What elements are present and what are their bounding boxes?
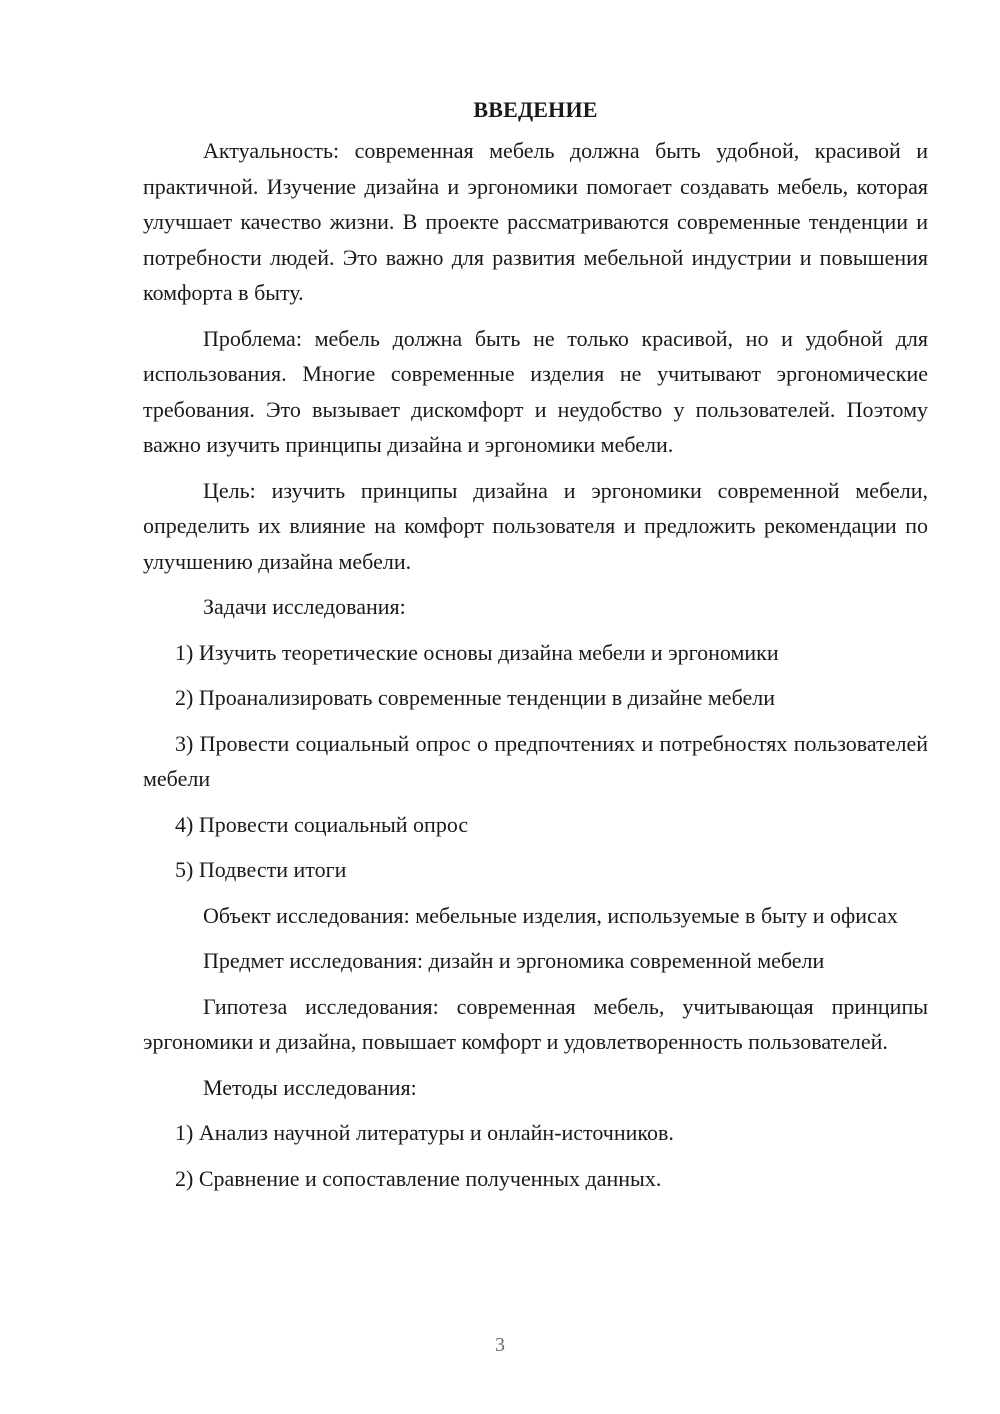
list-item-task: 2) Проанализировать современные тенденции в дизайне мебели: [175, 685, 775, 710]
document-page: [143, 92, 928, 1206]
page-number: 3: [495, 1334, 505, 1356]
methods-heading: Методы исследования:: [203, 1074, 417, 1100]
section-title: ВВЕДЕНИЕ: [473, 97, 598, 122]
paragraph-relevance: Актуальность: современная мебель должна быть удобной, красивой и практичной. Изучение дизайна и эргономики помогает создавать мебель, которая улучшает качество жизни. В проекте рассматриваются современные тенденции и потребности людей. Это важно для развития мебельной индустрии и повышения комфорта в быту.: [143, 138, 928, 305]
list-item-task: 1) Изучить теоретические основы дизайна мебели и эргономики: [175, 639, 779, 665]
tasks-heading: Задачи исследования:: [203, 594, 406, 619]
list-item-task: 3) Провести социальный опрос о предпочтениях и потребностях пользователей мебели: [143, 730, 928, 791]
list-item-task: 4) Провести социальный опрос: [175, 811, 469, 837]
list-item-method: 1) Анализ научной литературы и онлайн-источников.: [175, 1120, 674, 1145]
paragraph-problem: Проблема: мебель должна быть не только красивой, но и удобной для использования. Многие современные изделия не учитывают эргономические требования. Это вызывает дискомфорт и неудобство у пользователей. Поэтому важно изучить принципы дизайна и эргономики мебели.: [143, 325, 928, 457]
paragraph-object: Объект исследования: мебельные изделия, используемые в быту и офисах: [203, 902, 898, 928]
paragraph-goal: Цель: изучить принципы дизайна и эргономики современной мебели, определить их влияние на комфорт пользователя и предложить рекомендации по улучшению дизайна мебели.: [143, 477, 928, 574]
paragraph-hypothesis: Гипотеза исследования: современная мебель, учитывающая принципы эргономики и дизайна, повышает комфорт и удовлетворенность пользователей.: [143, 993, 928, 1054]
list-item-method: 2) Сравнение и сопоставление полученных данных.: [175, 1165, 662, 1191]
list-item-task: 5) Подвести итоги: [175, 857, 347, 882]
paragraph-subject: Предмет исследования: дизайн и эргономика современной мебели: [203, 948, 825, 973]
